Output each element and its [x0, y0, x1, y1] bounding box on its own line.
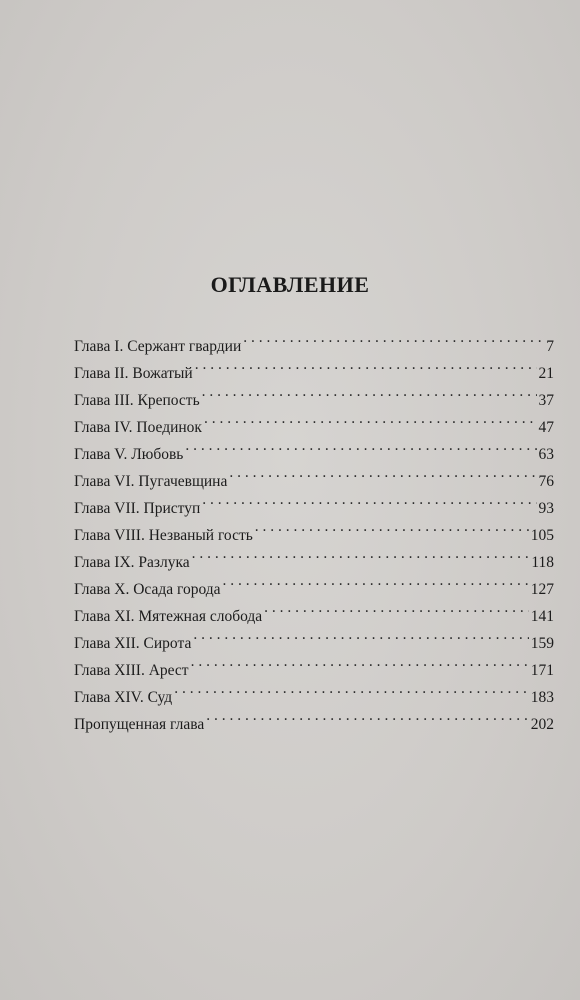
toc-entry-label: Глава VII. Приступ [74, 500, 201, 517]
dot-leader [264, 594, 529, 621]
toc-entry-label: Глава XI. Мятежная слобода [74, 608, 263, 625]
toc-entry-page-number: 93 [538, 500, 554, 517]
dot-leader [192, 540, 530, 567]
toc-entry-page-number: 141 [530, 608, 554, 625]
page-title: ОГЛАВЛЕНИЕ [210, 272, 370, 297]
toc-entry-page-number: 63 [538, 446, 554, 463]
toc-entry-page-number: 76 [538, 473, 554, 490]
dot-leader [223, 567, 529, 594]
dot-leader [255, 513, 529, 540]
toc-entry-page-number: 21 [538, 365, 554, 382]
toc-entry-page-number: 159 [530, 635, 554, 652]
toc-entry-label: Глава VIII. Незваный гость [74, 527, 253, 544]
toc-entry-page-number: 127 [530, 581, 554, 598]
toc-entry-page-number: 105 [530, 527, 554, 544]
dot-leader [185, 432, 536, 459]
toc-entry-page-number: 202 [530, 716, 554, 733]
toc-entry-label: Глава I. Сержант гвардии [74, 338, 242, 355]
dot-leader [202, 486, 536, 513]
toc-entry-page-number: 118 [531, 554, 554, 571]
toc-entry-label: Глава XIII. Арест [74, 662, 189, 679]
toc-entry-label: Глава V. Любовь [74, 446, 184, 463]
toc-entry-label: Глава IX. Разлука [74, 554, 190, 571]
toc-entry-page-number: 37 [538, 392, 554, 409]
toc-entry-label: Глава IV. Поединок [74, 419, 202, 436]
dot-leader [229, 459, 536, 486]
toc-entry-label: Глава III. Крепость [74, 392, 200, 409]
toc-entry-page-number: 7 [546, 338, 554, 355]
dot-leader [191, 648, 529, 675]
toc-entry-label: Глава XIV. Суд [74, 689, 173, 706]
toc-entry-label: Глава XII. Сирота [74, 635, 192, 652]
dot-leader [204, 405, 537, 432]
toc-entry-label: Глава X. Осада города [74, 581, 221, 598]
toc-entry [74, 324, 554, 355]
toc-entry-page-number: 183 [530, 689, 554, 706]
table-of-contents [74, 324, 554, 733]
dot-leader [243, 324, 544, 351]
dot-leader [195, 351, 537, 378]
dot-leader [174, 675, 529, 702]
dot-leader [193, 621, 528, 648]
dot-leader [202, 378, 537, 405]
toc-entry-page-number: 171 [530, 662, 554, 679]
dot-leader [206, 702, 529, 729]
toc-entry-label: Глава II. Вожатый [74, 365, 193, 382]
toc-entry-label: Глава VI. Пугачевщина [74, 473, 228, 490]
toc-entry-label: Пропущенная глава [74, 716, 205, 733]
toc-entry-page-number: 47 [538, 419, 554, 436]
